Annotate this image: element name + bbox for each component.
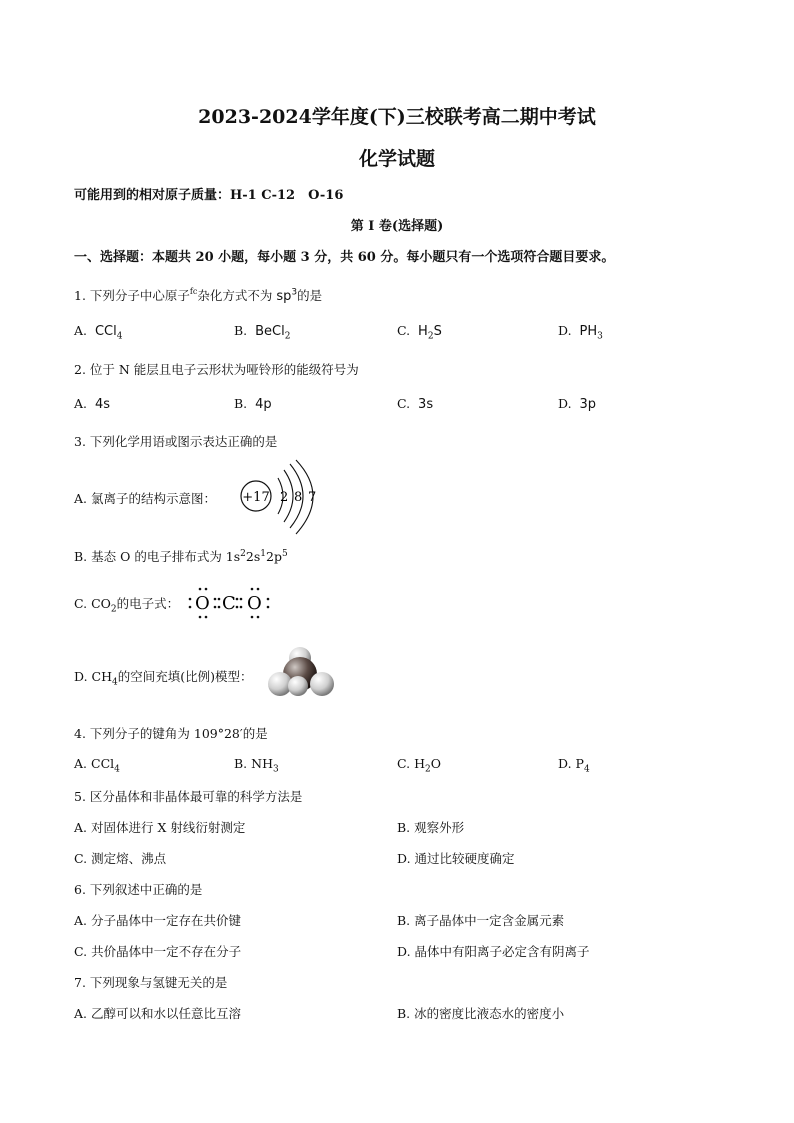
- q1-option-c: C. $H_2S$: [397, 323, 442, 342]
- section-heading: 一、选择题：本题共 20 小题，每小题 3 分，共 60 分。每小题只有一个选项符合题目要求。: [74, 250, 615, 265]
- carbon-atom: C: [222, 593, 236, 614]
- q3-option-b: B. 基态 O 的电子排布式为 $1s^22s^12p^5$: [74, 548, 288, 564]
- q7-option-b: B. 冰的密度比液态水的密度小: [397, 1006, 565, 1021]
- q3-option-c-text: C. $CO_2$的电子式：: [74, 596, 180, 615]
- ch4-space-filling-model: [266, 644, 338, 700]
- q6-option-a: A. 分子晶体中一定存在共价键: [74, 913, 241, 928]
- question-7-stem: 7. 下列现象与氢键无关的是: [74, 975, 228, 990]
- question-3-stem: 3. 下列化学用语或图示表达正确的是: [74, 434, 278, 449]
- nucleus-charge: +17: [242, 490, 270, 505]
- q3-option-d-text: D. $CH_4$的空间充填(比例)模型：: [74, 669, 253, 688]
- q2-option-d: D. 3p: [558, 396, 597, 412]
- q1-option-d: D. $PH_3$: [558, 323, 603, 342]
- q5-option-b: B. 观察外形: [397, 820, 465, 835]
- q2-option-a: A. 4s: [74, 396, 111, 412]
- q4-option-c: C. $H_2O$: [397, 756, 441, 775]
- q3-option-a-text: A. 氯离子的结构示意图：: [74, 491, 216, 506]
- exam-title: 2023-2024学年度(下)三校联考高二期中考试: [198, 106, 596, 128]
- q5-option-a: A. 对固体进行 X 射线衍射测定: [74, 820, 246, 835]
- exam-subtitle: 化学试题: [358, 148, 435, 170]
- oxygen-atom: O: [247, 593, 262, 614]
- shell-electrons: 7: [308, 490, 317, 505]
- q2-option-c: C. 3s: [397, 396, 434, 412]
- q6-option-b: B. 离子晶体中一定含金属元素: [397, 913, 565, 928]
- q6-option-c: C. 共价晶体中一定不存在分子: [74, 944, 242, 959]
- q1-option-a: A. CCl$_4$: [74, 323, 123, 342]
- chloride-ion-structure-diagram: [232, 458, 342, 538]
- q7-option-a: A. 乙醇可以和水以任意比互溶: [74, 1006, 241, 1021]
- q4-option-a: A. CCl$_4$: [74, 756, 120, 775]
- atomic-mass-note: 可能用到的相对原子质量：H-1 C-12 O-16: [74, 188, 344, 203]
- question-4-stem: 4. 下列分子的键角为 109°28′的是: [74, 726, 268, 741]
- question-1-stem: 1. 下列分子中心原子$^{fc}$杂化方式不为 $sp^3$的是: [74, 287, 323, 304]
- hydrogen-sphere: [288, 676, 308, 696]
- q4-option-b: B. $NH_3$: [234, 756, 279, 775]
- q1-option-b: B. BeCl$_2$: [234, 323, 291, 342]
- co2-electron-formula: [184, 582, 276, 622]
- q6-option-d: D. 晶体中有阳离子必定含有阴离子: [397, 944, 590, 959]
- q5-option-c: C. 测定熔、沸点: [74, 851, 167, 866]
- question-6-stem: 6. 下列叙述中正确的是: [74, 882, 203, 897]
- q5-option-d: D. 通过比较硬度确定: [397, 851, 515, 866]
- shell-electrons: 8: [294, 490, 303, 505]
- shell-electrons: 2: [280, 490, 289, 505]
- question-2-stem: 2. 位于 N 能层且电子云形状为哑铃形的能级符号为: [74, 362, 359, 377]
- q4-option-d: D. $P_4$: [558, 756, 590, 775]
- question-5-stem: 5. 区分晶体和非晶体最可靠的科学方法是: [74, 789, 303, 804]
- q2-option-b: B. 4p: [234, 396, 272, 412]
- volume-heading: 第 I 卷(选择题): [350, 219, 444, 234]
- oxygen-atom: O: [195, 593, 210, 614]
- hydrogen-sphere: [310, 672, 334, 696]
